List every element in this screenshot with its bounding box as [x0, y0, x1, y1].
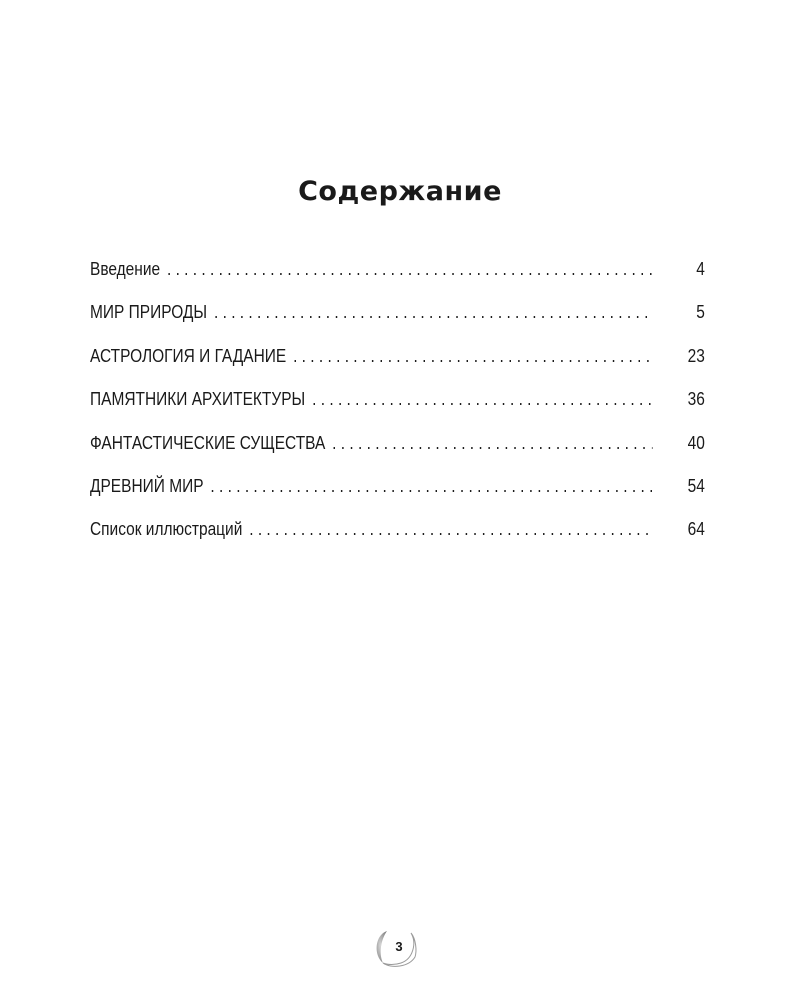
toc-entry[interactable] — [90, 508, 705, 551]
toc-entry-page: 54 — [687, 475, 705, 496]
page-title: Содержание — [298, 176, 502, 207]
toc-leader-dots — [214, 291, 652, 334]
toc-entry-label: ДРЕВНИЙ МИР — [90, 475, 204, 496]
toc-entry-label: МИР ПРИРОДЫ — [90, 302, 208, 323]
toc-entry-page: 5 — [696, 302, 705, 323]
toc-entry-page: 4 — [696, 259, 705, 279]
toc-leader-dots — [210, 465, 652, 508]
toc-entry-page: 36 — [687, 389, 705, 410]
page-number: 3 — [395, 939, 403, 954]
toc-leader-dots — [167, 248, 652, 291]
toc-entry[interactable] — [90, 248, 705, 291]
toc-entry[interactable] — [90, 378, 705, 421]
toc-entry[interactable] — [90, 291, 705, 334]
toc-leader-dots — [332, 422, 652, 465]
table-of-contents — [90, 248, 705, 552]
toc-entry-label: ФАНТАСТИЧЕСКИЕ СУЩЕСТВА — [90, 432, 326, 453]
toc-entry-label: АСТРОЛОГИЯ И ГАДАНИЕ — [90, 345, 287, 366]
toc-entry[interactable] — [90, 465, 705, 508]
page-number-ornament — [371, 925, 423, 971]
toc-entry-page: 23 — [687, 345, 705, 366]
toc-entry-page: 64 — [687, 519, 705, 540]
toc-leader-dots — [293, 335, 652, 378]
toc-leader-dots — [249, 508, 652, 551]
toc-entry-label: Список иллюстраций — [90, 519, 243, 540]
toc-entry-label: Введение — [90, 259, 161, 279]
toc-entry-label: ПАМЯТНИКИ АРХИТЕКТУРЫ — [90, 389, 306, 410]
toc-entry[interactable] — [90, 422, 705, 465]
toc-entry-page: 40 — [687, 432, 705, 453]
toc-entry[interactable] — [90, 335, 705, 378]
toc-leader-dots — [312, 378, 652, 421]
